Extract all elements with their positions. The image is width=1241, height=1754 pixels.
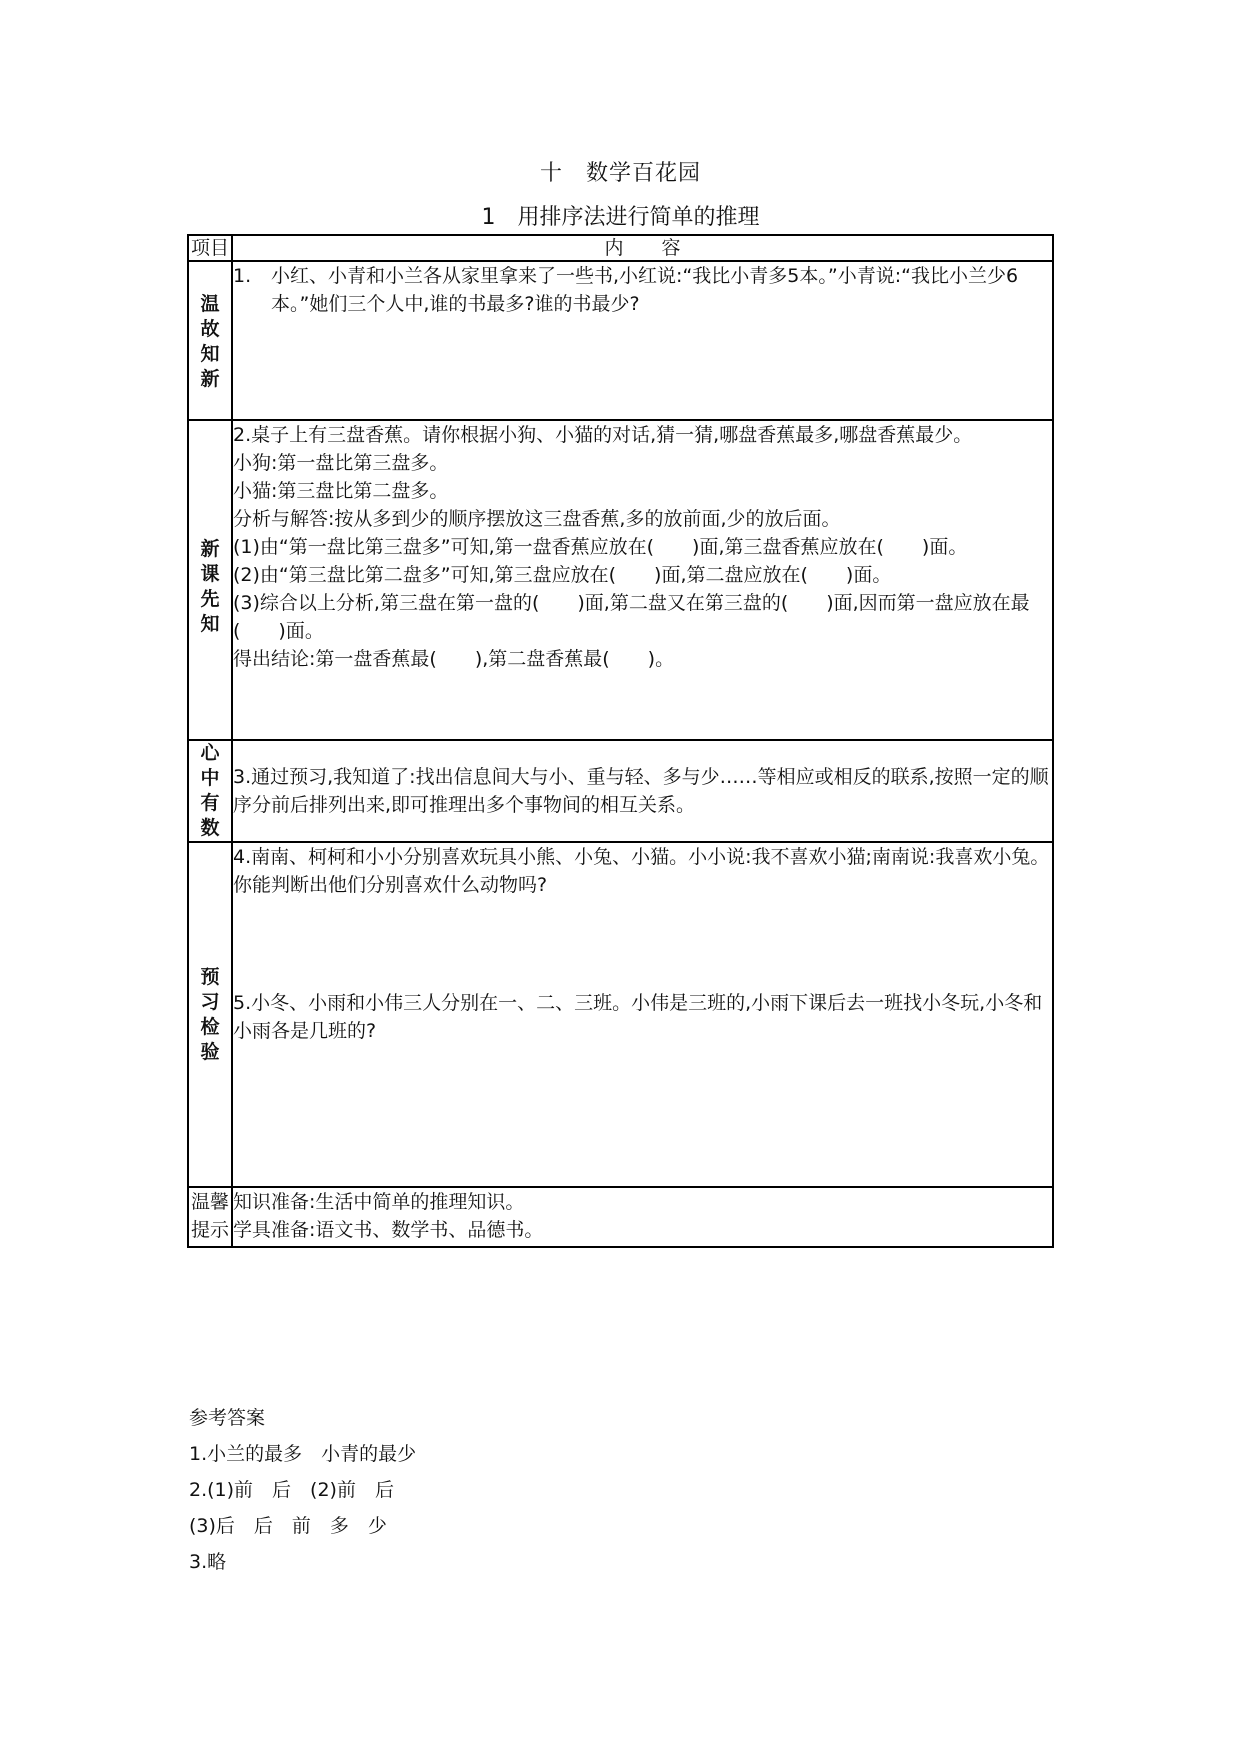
label-tips-text: 温馨 提示 bbox=[190, 1191, 229, 1241]
label-review-text: 温 故 知 新 bbox=[200, 293, 220, 390]
content-new-lesson bbox=[232, 420, 1053, 740]
table-header-row bbox=[188, 235, 1053, 261]
question-4: 4.南南、柯柯和小小分别喜欢玩具小熊、小兔、小猫。小小说:我不喜欢小猫;南南说:我喜欢小兔。你能判断出他们分别喜欢什么动物吗? bbox=[233, 846, 1050, 896]
label-preview-text: 预 习 检 验 bbox=[200, 965, 220, 1063]
row-preview bbox=[188, 842, 1053, 1187]
question-1-number: 1. bbox=[233, 265, 252, 287]
answer-line-1: 1.小兰的最多 小青的最少 bbox=[189, 1443, 417, 1465]
worksheet-table bbox=[187, 234, 1054, 1248]
label-new-lesson bbox=[188, 420, 232, 740]
answer-heading: 参考答案 bbox=[189, 1407, 266, 1429]
conclusion-line: 得出结论:第一盘香蕉最( ),第二盘香蕉最( )。 bbox=[233, 648, 675, 670]
content-know bbox=[232, 740, 1053, 842]
answer-line-4: 3.略 bbox=[189, 1551, 227, 1573]
answer-line-3: (3)后 后 前 多 少 bbox=[189, 1515, 387, 1537]
step-1-line: (1)由“第一盘比第三盘多”可知,第一盘香蕉应放在( )面,第三盘香蕉应放在( )面。 bbox=[233, 536, 968, 558]
question-1-text: 小红、小青和小兰各从家里拿来了一些书,小红说:“我比小青多5本。”小青说:“我比小兰少6本。”她们三个人中,谁的书最多?谁的书最少? bbox=[271, 265, 1019, 315]
question-2-intro: 2.桌子上有三盘香蕉。请你根据小狗、小猫的对话,猜一猜,哪盘香蕉最多,哪盘香蕉最少。 bbox=[233, 424, 973, 446]
row-tips bbox=[188, 1187, 1053, 1247]
answer-section bbox=[189, 1400, 416, 1580]
label-new-lesson-text: 新 课 先 知 bbox=[200, 538, 220, 635]
tips-line-2: 学具准备:语文书、数学书、品德书。 bbox=[233, 1219, 544, 1241]
question-3: 3.通过预习,我知道了:找出信息间大与小、重与轻、多与少……等相应或相反的联系,按照一定的顺序分前后排列出来,即可推理出多个事物间的相互关系。 bbox=[233, 766, 1049, 816]
answer-line-2: 2.(1)前 后 (2)前 后 bbox=[189, 1479, 394, 1501]
question-5: 5.小冬、小雨和小伟三人分别在一、二、三班。小伟是三班的,小雨下课后去一班找小冬玩,小冬和小雨各是几班的? bbox=[233, 992, 1043, 1042]
label-know bbox=[188, 740, 232, 842]
row-review bbox=[188, 261, 1053, 420]
header-content: 内 容 bbox=[232, 235, 1053, 261]
label-know-text: 心 中 有 数 bbox=[200, 742, 220, 839]
cat-line: 小猫:第三盘比第二盘多。 bbox=[233, 480, 449, 502]
tips-line-1: 知识准备:生活中简单的推理知识。 bbox=[233, 1191, 525, 1213]
header-item: 项目 bbox=[188, 235, 232, 261]
step-2-line: (2)由“第三盘比第二盘多”可知,第三盘应放在( )面,第二盘应放在( )面。 bbox=[233, 564, 892, 586]
question-1 bbox=[233, 262, 1052, 318]
row-new-lesson bbox=[188, 420, 1053, 740]
chapter-title: 十 数学百花园 bbox=[539, 161, 701, 186]
lesson-title: 1 用排序法进行简单的推理 bbox=[481, 205, 760, 230]
row-know bbox=[188, 740, 1053, 842]
step-3-line: (3)综合以上分析,第三盘在第一盘的( )面,第二盘又在第三盘的( )面,因而第一盘应放在最( )面。 bbox=[233, 592, 1030, 642]
label-review bbox=[188, 261, 232, 420]
label-preview bbox=[188, 842, 232, 1187]
analysis-line: 分析与解答:按从多到少的顺序摆放这三盘香蕉,多的放前面,少的放后面。 bbox=[233, 508, 841, 530]
content-tips bbox=[232, 1187, 1053, 1247]
content-review bbox=[232, 261, 1053, 420]
dog-line: 小狗:第一盘比第三盘多。 bbox=[233, 452, 449, 474]
content-preview bbox=[232, 842, 1053, 1187]
label-tips bbox=[188, 1187, 232, 1247]
